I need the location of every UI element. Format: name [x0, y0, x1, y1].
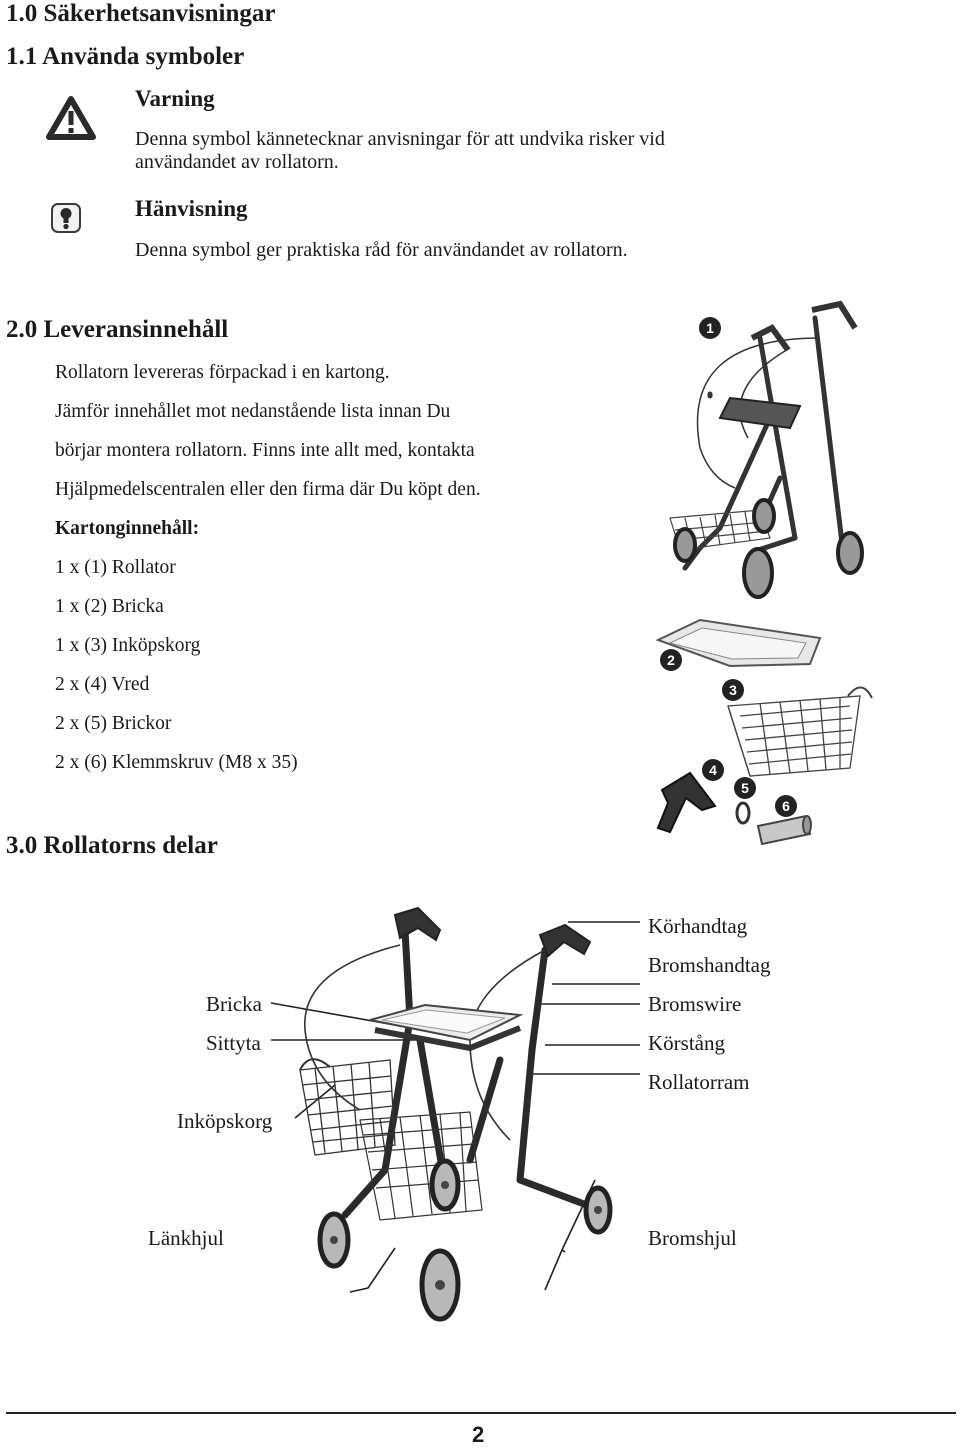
- contents-item: 1 x (3) Inköpskorg: [55, 635, 201, 656]
- footer-divider: [6, 1412, 956, 1414]
- note-text: Denna symbol ger praktiska råd för användandet av rollatorn.: [135, 239, 628, 261]
- label-korhandtag: Körhandtag: [648, 914, 748, 938]
- tray-drawing: [658, 620, 820, 666]
- contents-item: 1 x (2) Bricka: [55, 596, 164, 617]
- contents-title: Kartonginnehåll:: [55, 518, 200, 539]
- badge-1: 1: [706, 320, 714, 336]
- handle-grips: [395, 908, 590, 956]
- warning-text-line-1: Denna symbol kännetecknar anvisningar för att undvika risker vid: [135, 128, 665, 150]
- section-3-heading: 3.0 Rollatorns delar: [6, 832, 218, 859]
- delivery-paragraph-line-4: Hjälpmedelscentralen eller den firma där Du köpt den.: [55, 479, 481, 500]
- contents-item: 2 x (5) Brickor: [55, 713, 172, 734]
- delivery-paragraph-line-1: Rollatorn levereras förpackad i en kartong.: [55, 362, 390, 383]
- page-number: 2: [472, 1422, 485, 1447]
- washer-drawing: [737, 803, 749, 823]
- label-rollatorram: Rollatorram: [648, 1070, 750, 1094]
- label-inkopskorg: Inköpskorg: [177, 1109, 273, 1133]
- section-2-heading: 2.0 Leveransinnehåll: [6, 316, 229, 343]
- rollator-parts-diagram: [0, 880, 960, 1340]
- contents-item: 1 x (1) Rollator: [55, 557, 176, 578]
- contents-item: 2 x (6) Klemmskruv (M8 x 35): [55, 752, 298, 773]
- delivery-paragraph-line-3: börjar montera rollatorn. Finns inte allt med, kontakta: [55, 440, 475, 461]
- badge-3: 3: [729, 682, 737, 698]
- warning-text-line-2: användandet av rollatorn.: [135, 151, 339, 173]
- badge-5: 5: [741, 780, 749, 796]
- exclamation-note-icon: [50, 202, 82, 234]
- warning-title: Varning: [135, 86, 215, 111]
- badge-6: 6: [782, 798, 790, 814]
- delivery-paragraph-line-2: Jämför innehållet mot nedanstående lista innan Du: [55, 401, 451, 422]
- label-bricka: Bricka: [206, 992, 262, 1016]
- badge-4: 4: [709, 762, 717, 778]
- warning-triangle-icon: [46, 96, 96, 140]
- basket-drawing: [728, 687, 872, 776]
- section-1-1-heading: 1.1 Använda symboler: [6, 43, 245, 70]
- under-seat-basket: [360, 1112, 482, 1220]
- delivery-contents-illustration: [640, 298, 880, 858]
- front-basket: [300, 1059, 395, 1155]
- label-bromshjul: Bromshjul: [648, 1226, 737, 1250]
- badge-2: 2: [667, 652, 675, 668]
- note-title: Hänvisning: [135, 196, 248, 221]
- label-sittyta: Sittyta: [206, 1031, 261, 1055]
- label-korstang: Körstång: [648, 1031, 725, 1055]
- label-lankhjul: Länkhjul: [148, 1226, 224, 1250]
- tray-on-seat: [370, 1005, 520, 1048]
- label-bromswire: Bromswire: [648, 992, 742, 1016]
- label-bromshandtag: Bromshandtag: [648, 953, 771, 977]
- knob-drawing: [658, 773, 715, 832]
- contents-item: 2 x (4) Vred: [55, 674, 150, 695]
- clamp-screw-drawing: [758, 816, 811, 844]
- section-1-heading: 1.0 Säkerhetsanvisningar: [6, 0, 276, 27]
